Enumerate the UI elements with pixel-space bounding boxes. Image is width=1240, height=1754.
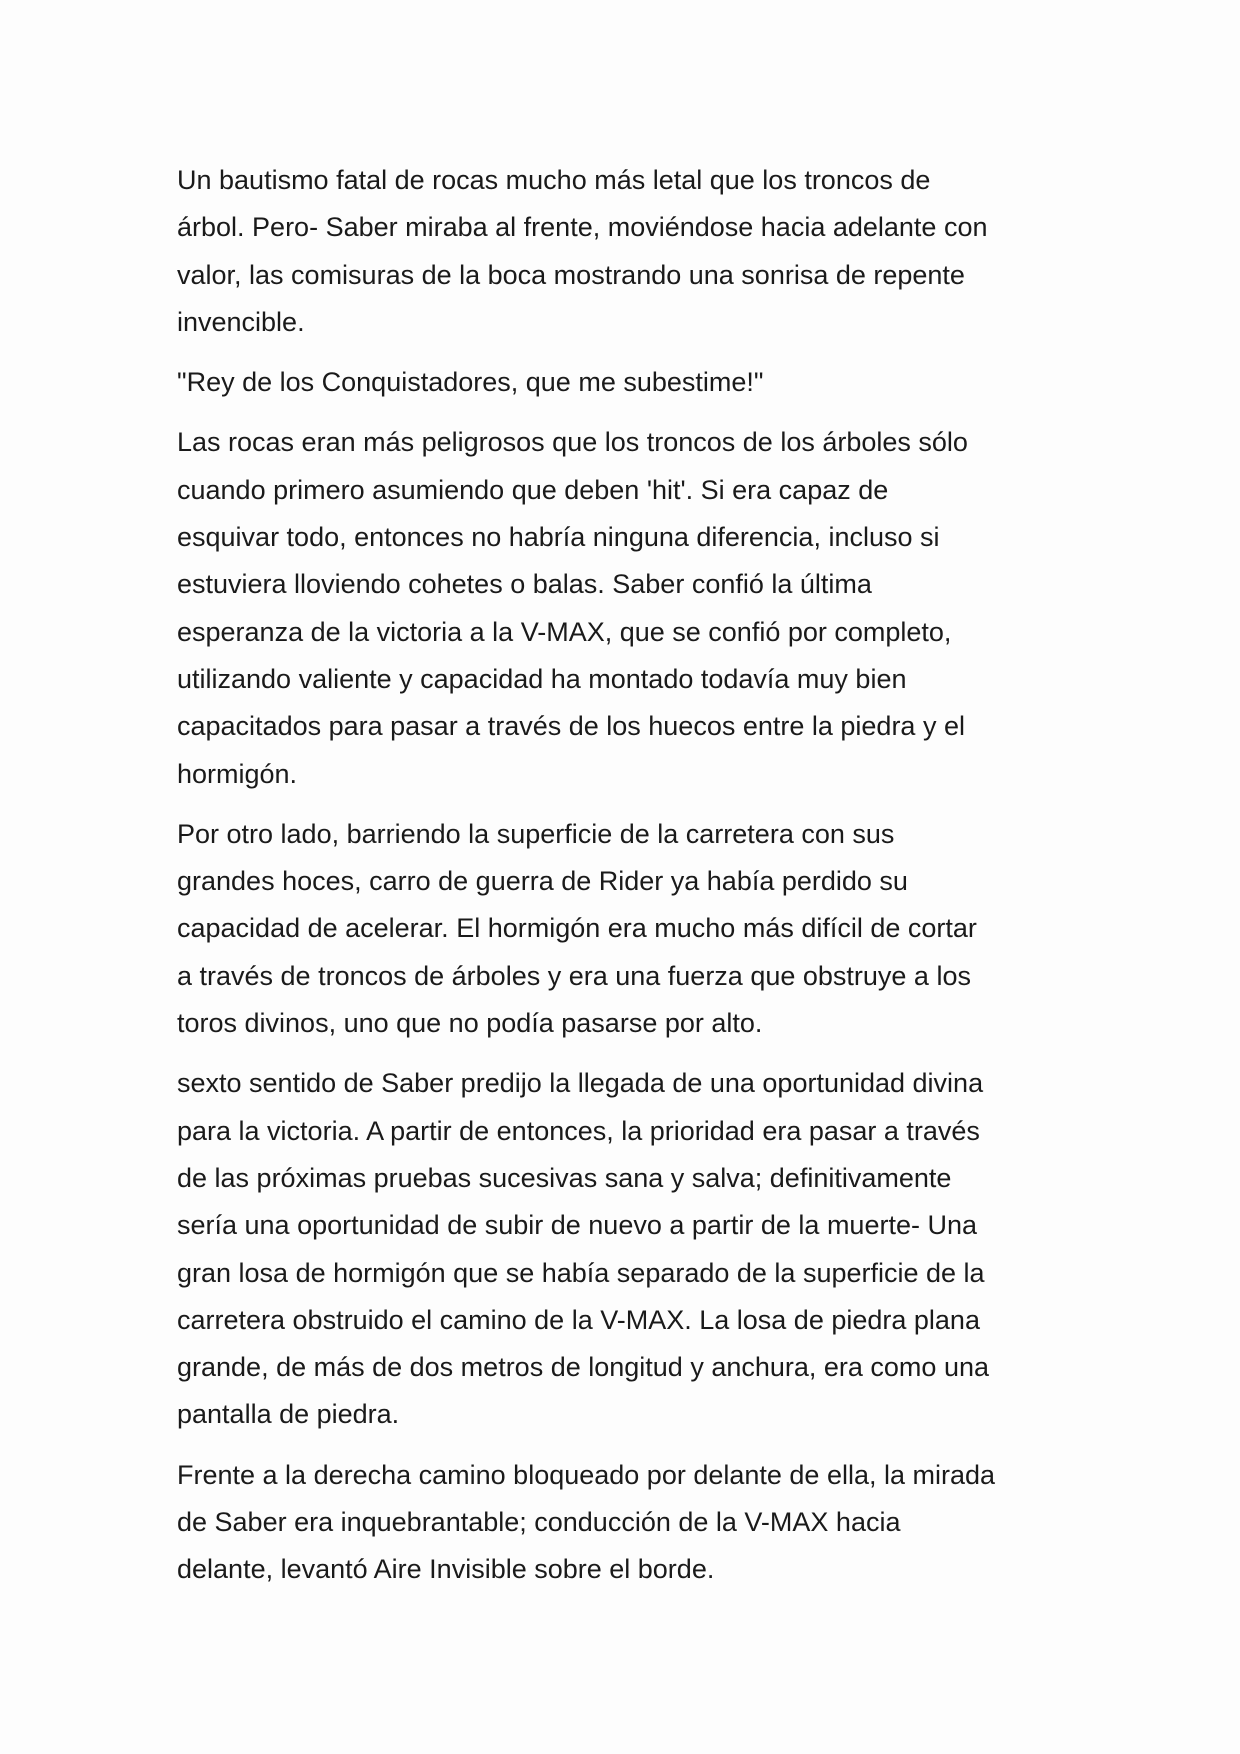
document-body <box>177 157 1077 1607</box>
paragraph-3: Las rocas eran más peligrosos que los troncos de los árboles sólo cuando primero asumiendo que deben 'hit'. Si era capaz de esquivar todo, entonces no habría ninguna diferencia, incluso si estuviera lloviendo cohetes o balas. Saber confió la última esperanza de la victoria a la V-MAX, que se confió por completo, utilizando valiente y capacidad ha montado todavía muy bien capacitados para pasar a través de los huecos entre la piedra y el hormigón. <box>177 427 968 789</box>
paragraph-6: Frente a la derecha camino bloqueado por delante de ella, la mirada de Saber era inquebrantable; conducción de la V-MAX hacia delante, levantó Aire Invisible sobre el borde. <box>177 1459 996 1585</box>
paragraph-2: "Rey de los Conquistadores, que me subestime!" <box>177 367 764 398</box>
paragraph-4: Por otro lado, barriendo la superficie de la carretera con sus grandes hoces, carro de guerra de Rider ya había perdido su capacidad de acelerar. El hormigón era mucho más difícil de cortar a través de troncos de árboles y era una fuerza que obstruye a los toros divinos, uno que no podía pasarse por alto. <box>177 818 977 1039</box>
paragraph-5: sexto sentido de Saber predijo la llegada de una oportunidad divina para la victoria. A partir de entonces, la prioridad era pasar a través de las próximas pruebas sucesivas sana y salva; definitivamente sería una oportunidad de subir de nuevo a partir de la muerte- Una gran losa de hormigón que se había separado de la superficie de la carretera obstruido el camino de la V-MAX. La losa de piedra plana grande, de más de dos metros de longitud y anchura, era como una pantalla de piedra. <box>177 1068 989 1430</box>
paragraph-1: Un bautismo fatal de rocas mucho más letal que los troncos de árbol. Pero- Saber miraba al frente, moviéndose hacia adelante con valor, las comisuras de la boca mostrando una sonrisa de repente invencible. <box>177 165 988 337</box>
